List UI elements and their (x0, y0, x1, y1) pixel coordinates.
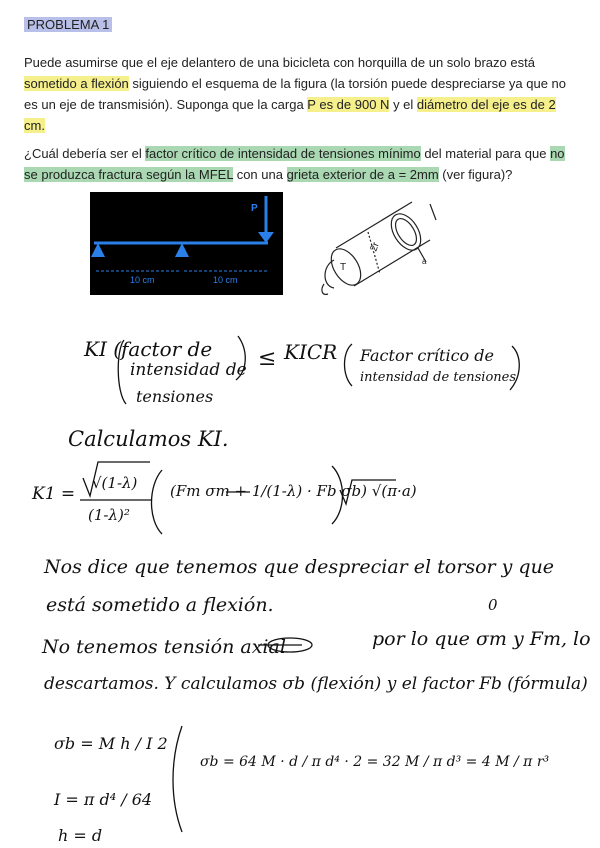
crack-label: a (422, 257, 427, 266)
highlight-crack: grieta exterior de a = 2mm (286, 167, 439, 182)
paren-right-1 (236, 336, 245, 380)
note-line5b: por lo que σm y Fm, lo (372, 628, 591, 650)
equation-h: h = d (58, 826, 103, 845)
question-paragraph: ¿Cuál debería ser el factor crítico de intensidad de tensiones mínimo del material para que no se produzca fractura según la MFEL con una grieta exterior de a = 2mm (ver figura)? (24, 146, 565, 182)
formula-lhs: K1 = (32, 484, 76, 504)
problem-statement-paragraph: Puede asumirse que el eje delantero de una bicicleta con horquilla de un solo brazo está sometido a flexión siguiendo el esquema de la figura (la torsión puede despreciarse ya que no es un eje de transmisión). Suponga que la carga P es de 900 N y el diámetro del eje es de 2 cm. (24, 55, 567, 133)
highlight-flexion: sometido a flexión (24, 76, 129, 91)
note-ki-line1: KI (factor de (84, 337, 213, 361)
load-label: P (251, 203, 258, 214)
paren-right-2 (510, 346, 519, 390)
highlight-no-fracture: no se produzca fractura según la MFEL (24, 146, 565, 182)
note-ki-line3: tensiones (136, 387, 214, 406)
paren-left-1 (118, 340, 126, 404)
note-line4: está sometido a flexión. (46, 594, 274, 616)
note-line5a: No tenemos tensión axial (42, 636, 286, 658)
note-kicr-desc2: intensidad de tensiones (360, 370, 517, 385)
formula-denominator: (1-λ)² (88, 506, 130, 524)
note-calculamos: Calculamos KI. (68, 427, 229, 451)
note-kicr: KICR (284, 340, 338, 364)
equation-inertia: I = π d⁴ / 64 (54, 790, 153, 809)
highlight-diameter: diámetro del eje es de 2 cm. (24, 97, 556, 133)
note-kicr-desc1: Factor crítico de (360, 346, 494, 365)
highlight-critical-factor: factor crítico de intensidad de tensiones mínimo (145, 146, 421, 161)
span-label-1: 10 cm (130, 275, 155, 285)
torque-label: T (340, 262, 347, 273)
note-ki-line2: intensidad de (130, 360, 247, 380)
formula-numerator: √(1-λ) (92, 474, 138, 492)
note-leq: ≤ (258, 346, 277, 371)
note-line6: descartamos. Y calculamos σb (flexión) y el factor Fb (fórmula) (44, 674, 588, 694)
note-zero-mark: 0 (488, 596, 498, 614)
note-line3: Nos dice que tenemos que despreciar el torsor y que (44, 556, 555, 578)
diameter-label: 2r (368, 240, 382, 254)
highlight-load: P es de 900 N (307, 97, 390, 112)
problem-heading: PROBLEMA 1 (24, 17, 112, 32)
paren-left-3 (152, 470, 163, 534)
equation-sigma-b: σb = M h / I 2 (54, 734, 168, 753)
equation-sigma-b-result: σb = 64 M · d / π d⁴ · 2 = 32 M / π d³ = 4 M / π r³ (200, 754, 550, 770)
span-label-2: 10 cm (213, 275, 238, 285)
paren-left-2 (345, 344, 353, 386)
brace (173, 726, 182, 832)
formula-body: (Fm σm + 1/(1-λ) · Fb σb) √(π·a) (170, 482, 417, 500)
